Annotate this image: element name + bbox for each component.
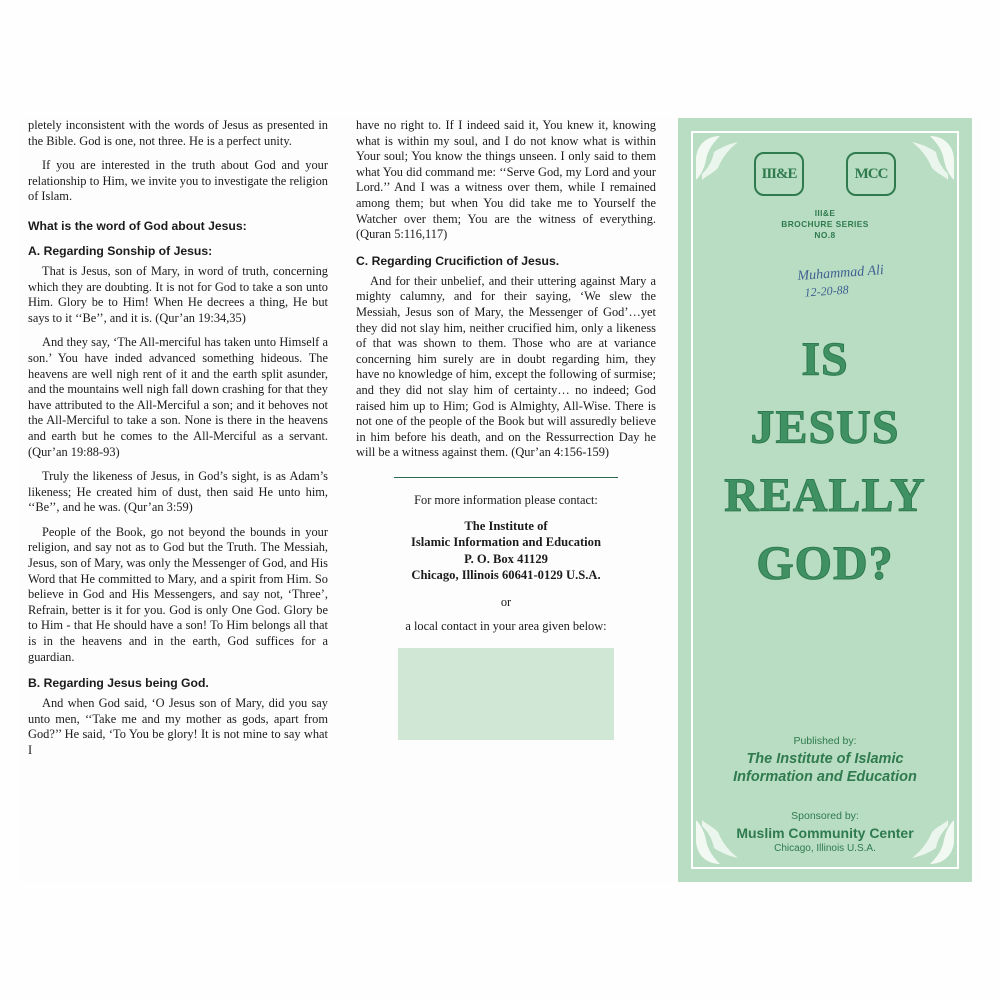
contact-org-line: Islamic Information and Education — [411, 535, 601, 550]
contact-block — [356, 492, 656, 740]
title-line: GOD? — [756, 537, 894, 590]
publisher-line: The Institute of Islamic — [746, 751, 904, 767]
panel-cover — [678, 118, 972, 882]
paragraph: And for their unbelief, and their uttering against Mary a mighty calumny, and for their saying, ‘We slew the Messiah, Jesus son of Mary, the Messenger of God’…yet they did not slay him, neither crucified him, only a likeness of that was shown to them. Those who are at variance concerning him surely are in doubt regarding him, they have no knowledge of him, except the following of surmise; and they did not slay him of certainty… no indeed; God raised him up to Him; God is Almighty, All-Wise. There is not one of the people of the Book but will assuredly believe in him before his death, and on the Ressurrection Day he will be a witness against them. (Qur’an 4:156-159) — [356, 273, 656, 460]
local-contact-box — [398, 648, 614, 740]
cover-card — [678, 118, 972, 882]
paragraph: have no right to. If I indeed said it, You knew it, knowing what is within my soul, and I do not know what is within Your soul; You know the things unseen. I only said to them what You did command me: ‘‘Serve God, my Lord and your Lord.’’ And I was a witness over them, while I remained among them; but when You did take me to Yourself the Watcher over them; You are the witness of everything. (Quran 5:116,117) — [356, 118, 656, 242]
paragraph: If you are interested in the truth about God and your relationship to Him, we invite you to investigate the religion of Islam. — [28, 158, 328, 204]
publisher-line: Information and Education — [733, 769, 917, 785]
sponsored-by-label: Sponsored by: — [791, 810, 859, 822]
signature-name: Muhammad Ali — [796, 263, 885, 285]
sponsor-city: Chicago, Illinois U.S.A. — [774, 843, 876, 854]
panel-middle-text — [356, 118, 656, 461]
heading-section-a: A. Regarding Sonship of Jesus: — [28, 243, 213, 258]
cover-title — [678, 326, 972, 598]
mcc-logo-icon: MCC — [846, 152, 896, 196]
iiie-logo-icon: III&E — [754, 152, 804, 196]
panel-left-text — [28, 118, 328, 759]
panel-left — [28, 118, 328, 882]
contact-org-line: The Institute of — [464, 518, 548, 533]
signature-date: 12-20-88 — [804, 282, 850, 300]
paragraph: And they say, ‘The All-merciful has taken unto Himself a son.’ You have inded advanced something hideous. The heavens are well nigh rent of it and the earth split asunder, and the mountains well nigh fall down crashing for that they have attributed to the All-Merciful a son; and it behoves not the All-Merciful to take a son. None is there in the heavens and earth but he comes to the All-Merciful as a servant. (Qur’an 19:88-93) — [28, 335, 328, 459]
series-line: NO.8 — [814, 230, 836, 240]
paragraph: People of the Book, go not beyond the bounds in your religion, and say not as to God but the Truth. The Messiah, Jesus, son of Mary, was only the Messenger of God, and His Word that He committed to Mary, and a spirit from Him. So believe in God and His Messengers, and say not, ‘Three’, Refrain, better is it for you. God is only One God. Glory be to Him - that He should have a son! To Him belongs all that is in the heavens and in the earth, God suffices for a guardian. — [28, 524, 328, 664]
paragraph: And when God said, ‘O Jesus son of Mary, did you say unto men, ‘‘Take me and my mother as gods, apart from God?’’ He said, ‘To You be glory! It is not mine to say what I — [28, 696, 328, 757]
contact-or: or — [500, 594, 512, 609]
sponsor-block — [678, 810, 972, 854]
series-line: III&E — [814, 208, 836, 218]
title-line: IS — [801, 333, 849, 386]
contact-org-line: Chicago, Illinois 60641-0129 U.S.A. — [411, 568, 601, 583]
paragraph: Truly the likeness of Jesus, in God’s sight, is as Adam’s likeness; He created him of dust, then said He unto him, ‘‘Be’’, and he was. (Qur’an 3:59) — [28, 469, 328, 515]
heading-section-c: C. Regarding Crucifiction of Jesus. — [356, 253, 560, 268]
published-by-label: Published by: — [793, 735, 857, 747]
contact-org-line: P. O. Box 41129 — [464, 551, 548, 566]
title-line: REALLY — [724, 469, 926, 522]
handwritten-signature — [797, 263, 885, 301]
sponsor-name: Muslim Community Center — [736, 825, 914, 841]
publisher-name — [678, 750, 972, 786]
paragraph: That is Jesus, son of Mary, in word of truth, concerning which they are doubting. It is not for God to take a son unto Him. Glory be to Him! When He decrees a thing, He but says to it ‘‘Be’’, and it is. (Qur’an 19:34,35) — [28, 263, 328, 325]
contact-organization — [356, 518, 656, 584]
brochure-series-label — [678, 208, 972, 241]
paragraph: pletely inconsistent with the words of Jesus as presented in the Bible. God is one, not three. He is a perfect unity. — [28, 118, 328, 148]
heading-word-of-god: What is the word of God about Jesus: — [28, 218, 247, 233]
title-line: JESUS — [750, 401, 900, 454]
divider — [394, 477, 618, 478]
contact-lead: For more information please contact: — [414, 492, 598, 507]
contact-local-note: a local contact in your area given below: — [405, 618, 607, 633]
series-line: BROCHURE SERIES — [781, 219, 869, 229]
panel-middle — [356, 118, 656, 882]
cover-logos — [678, 152, 972, 196]
heading-section-b: B. Regarding Jesus being God. — [28, 676, 209, 691]
brochure-sheet — [18, 118, 982, 882]
publisher-block — [678, 735, 972, 786]
